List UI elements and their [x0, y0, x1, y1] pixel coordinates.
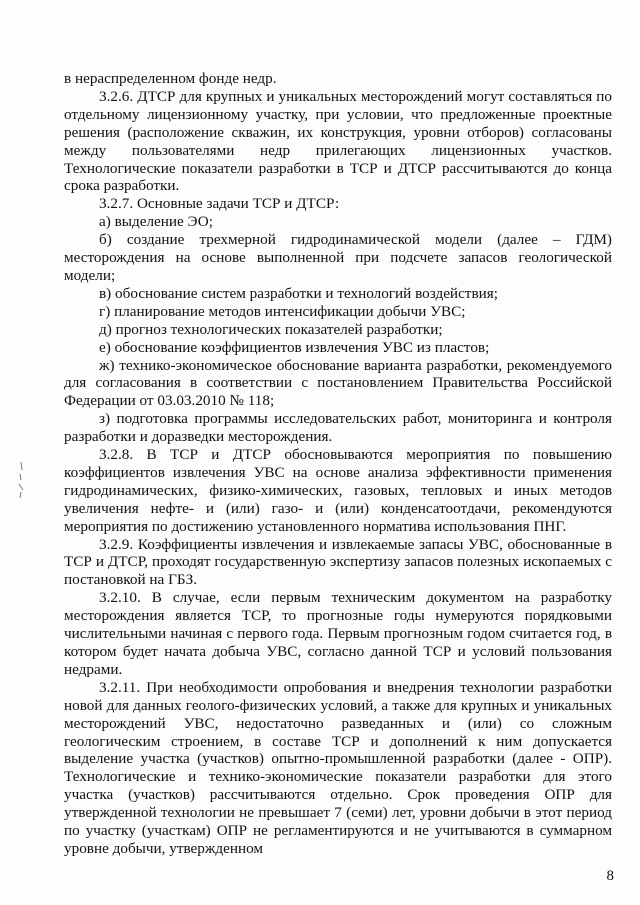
paragraph-3-2-10: 3.2.10. В случае, если первым техническим документом на разработку месторождения является ТСР, то прогнозные годы нумеруются порядковыми числительными начиная с первого года. Первым прогнозным годом считается год, в котором будет начата добыча УВС, согласно данной ТСР и условий пользования недрами.	[64, 589, 612, 678]
page-number: 8	[606, 868, 614, 884]
margin-scribble-mark	[14, 460, 28, 500]
list-item-g: г) планирование методов интенсификации добычи УВС;	[99, 302, 466, 320]
list-item-d: д) прогноз технологических показателей разработки;	[99, 320, 443, 338]
paragraph-3-2-6: 3.2.6. ДТСР для крупных и уникальных месторождений могут составляться по отдельному лицензионному участку, при условии, что предложенные проектные решения (расположение скважин, их конструкция, уровни отборов) согласованы между пользователями недр прилегающих лицензионных участков. Технологические показатели разработки в ТСР и ДТСР рассчитываются до конца срока разработки.	[64, 87, 612, 195]
list-item-a: а) выделение ЭО;	[99, 213, 213, 231]
list-item-zh: ж) технико-экономическое обоснование варианта разработки, рекомендуемого для согласования в соответствии с постановлением Правительства Российской Федерации от 03.03.2010 № 118;	[64, 356, 612, 410]
paragraph-3-2-8: 3.2.8. В ТСР и ДТСР обосновываются мероприятия по повышению коэффициентов извлечения УВС на основе анализа эффективности применения гидродинамических, физико-химических, газовых, тепловых и иных методов увеличения нефте- и (или) газо- и (или) конденсатоотдачи, рекомендуются мероприятия по достижению установленного норматива использования ПНГ.	[64, 446, 612, 535]
list-item-z: з) подготовка программы исследовательских работ, мониторинга и контроля разработки и доразведки месторождения.	[64, 410, 612, 446]
list-item-e: е) обоснование коэффициентов извлечения УВС из пластов;	[99, 338, 490, 356]
paragraph-3-2-7-heading: 3.2.7. Основные задачи ТСР и ДТСР:	[99, 195, 340, 213]
paragraph-3-2-9: 3.2.9. Коэффициенты извлечения и извлекаемые запасы УВС, обоснованные в ТСР и ДТСР, проходят государственную экспертизу запасов полезных ископаемых с постановкой на ГБЗ.	[64, 535, 612, 589]
paragraph-3-2-11: 3.2.11. При необходимости опробования и внедрения технологии разработки новой для данных геолого-физических условий, а также для крупных и уникальных месторождений УВС, недостаточно разведанных и (или) со сложным геологическим строением, в составе ТСР и дополнений к ним допускается выделение участка (участков) опытно-промышленной разработки (далее - ОПР). Технологические и технико-экономические показатели разработки для этого участка (участков) рассчитываются отдельно. Срок проведения ОПР для утвержденной технологии не превышает 7 (семи) лет, уровни добычи в этот период по участку (участкам) ОПР не регламентируются и не учитываются в суммарном уровне добычи, утвержденном	[64, 678, 612, 857]
document-body	[64, 70, 612, 858]
list-item-b: б) создание трехмерной гидродинамической модели (далее – ГДМ) месторождения на основе выполненной при подсчете запасов геологической модели;	[64, 231, 612, 284]
list-item-v: в) обоснование систем разработки и технологий воздействия;	[99, 284, 498, 302]
paragraph-continuation: в нераспределенном фонде недр.	[64, 70, 277, 87]
